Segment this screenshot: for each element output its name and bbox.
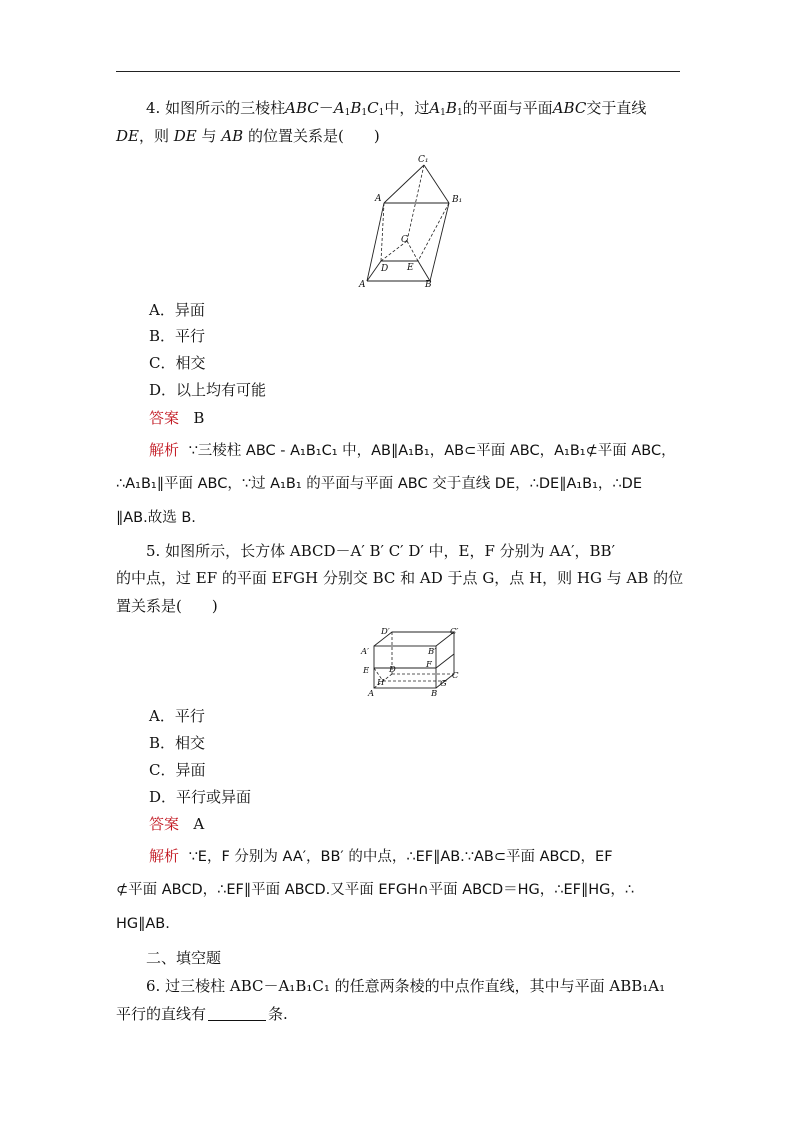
edge-b1e-hidden — [418, 203, 449, 261]
label-d5: D — [389, 665, 396, 675]
label-c1: C₁ — [418, 155, 429, 165]
q4-option-a: A．异面 — [149, 301, 205, 319]
q4-analysis-line2: ∴A₁B₁∥平面 ABC，∵过 A₁B₁ 的平面与平面 ABC 交于直线 DE，∴DE∥A₁B₁，∴DE — [116, 476, 642, 492]
q5-stem-line3: 置关系是( ) — [116, 597, 218, 615]
cuboid-figure — [360, 624, 462, 698]
q4-option-c: C．相交 — [149, 354, 206, 372]
label-b: B — [425, 280, 432, 290]
q5-option-d: D．平行或异面 — [149, 788, 252, 806]
answer-label: 答案 — [149, 409, 180, 427]
edge-be — [418, 261, 430, 281]
label-e5: E — [363, 666, 370, 676]
q4-answer — [149, 408, 724, 428]
label-f5: F — [426, 660, 432, 670]
label-b1: B₁ — [452, 195, 463, 205]
label-a: A — [359, 280, 366, 290]
q4-option-d: D．以上均有可能 — [149, 381, 267, 399]
q5-analysis-line2: ⊄平面 ABCD，∴EF∥平面 ABCD.又平面 EFGH∩平面 ABCD＝HG，∴EF∥HG，∴ — [116, 882, 635, 898]
q5-stem-line1: 5. 如图所示，长方体 ABCD－A′ B′ C′ D′ 中，E，F 分别为 AA′，BB′ — [146, 542, 615, 560]
answer-value: A — [193, 815, 205, 833]
q5-analysis-line1: 解析 ∵E，F 分别为 AA′，BB′ 的中点，∴EF∥AB.∵AB⊂平面 ABCD，EF — [149, 847, 613, 865]
q5-option-a: A．平行 — [149, 707, 205, 725]
label-a5: A — [368, 689, 375, 698]
q4-analysis-line3: ∥AB.故选 B. — [116, 510, 196, 526]
q6-stem-line2: 平行的直线有 条. — [116, 1005, 288, 1023]
q4-analysis-line1: 解析 ∵三棱柱 ABC - A₁B₁C₁ 中，AB∥A₁B₁，AB⊂平面 ABC，A₁B₁⊄平面 ABC， — [149, 441, 676, 459]
label-c5: C — [452, 671, 459, 681]
q5-answer — [149, 814, 724, 834]
label-d: D — [381, 264, 389, 274]
label-g5: G — [440, 679, 447, 689]
analysis-label: 解析 — [149, 441, 180, 459]
label-dp: D′ — [381, 627, 390, 637]
q5-option-c: C．异面 — [149, 761, 206, 779]
edge-ce-hidden — [407, 241, 418, 261]
label-b5: B — [431, 689, 438, 698]
edge-bb1 — [430, 203, 449, 281]
section-title: 二、填空题 — [146, 949, 222, 967]
q5-stem-line2: 的中点，过 EF 的平面 EFGH 分别交 BC 和 AD 于点 G，点 H，则 HG 与 AB 的位 — [116, 569, 684, 587]
label-c: C — [401, 235, 408, 245]
answer-value: B — [193, 409, 205, 427]
label-h5: H — [377, 678, 385, 688]
prism-figure — [357, 150, 467, 290]
answer-label: 答案 — [149, 815, 180, 833]
q4-stem-line1: 4. 如图所示的三棱柱$ABC-A_1B_1C_1$中，过$A_1B_1$的平面与平面ABC交于直线 — [146, 99, 647, 118]
q5-option-b: B．相交 — [149, 734, 206, 752]
q4-option-b: B．平行 — [149, 327, 206, 345]
label-ap: A′ — [361, 647, 370, 657]
header-rule — [116, 71, 680, 72]
label-a1: A — [375, 194, 382, 204]
q4-stem-line2: DE，则 DE 与 AB 的位置关系是( ) — [116, 127, 380, 145]
analysis-label: 解析 — [149, 847, 180, 865]
answer-blank[interactable] — [208, 1006, 266, 1021]
line-f-side — [436, 654, 454, 668]
label-cp: C′ — [450, 627, 459, 637]
edge-c1b1 — [424, 165, 449, 203]
label-bp: B′ — [428, 647, 437, 657]
edge-a1c1 — [384, 165, 424, 203]
q6-stem-line1: 6. 过三棱柱 ABC－A₁B₁C₁ 的任意两条棱的中点作直线，其中与平面 ABB₁A₁ — [146, 977, 666, 995]
label-e: E — [407, 263, 414, 273]
q5-analysis-line3: HG∥AB. — [116, 916, 170, 932]
